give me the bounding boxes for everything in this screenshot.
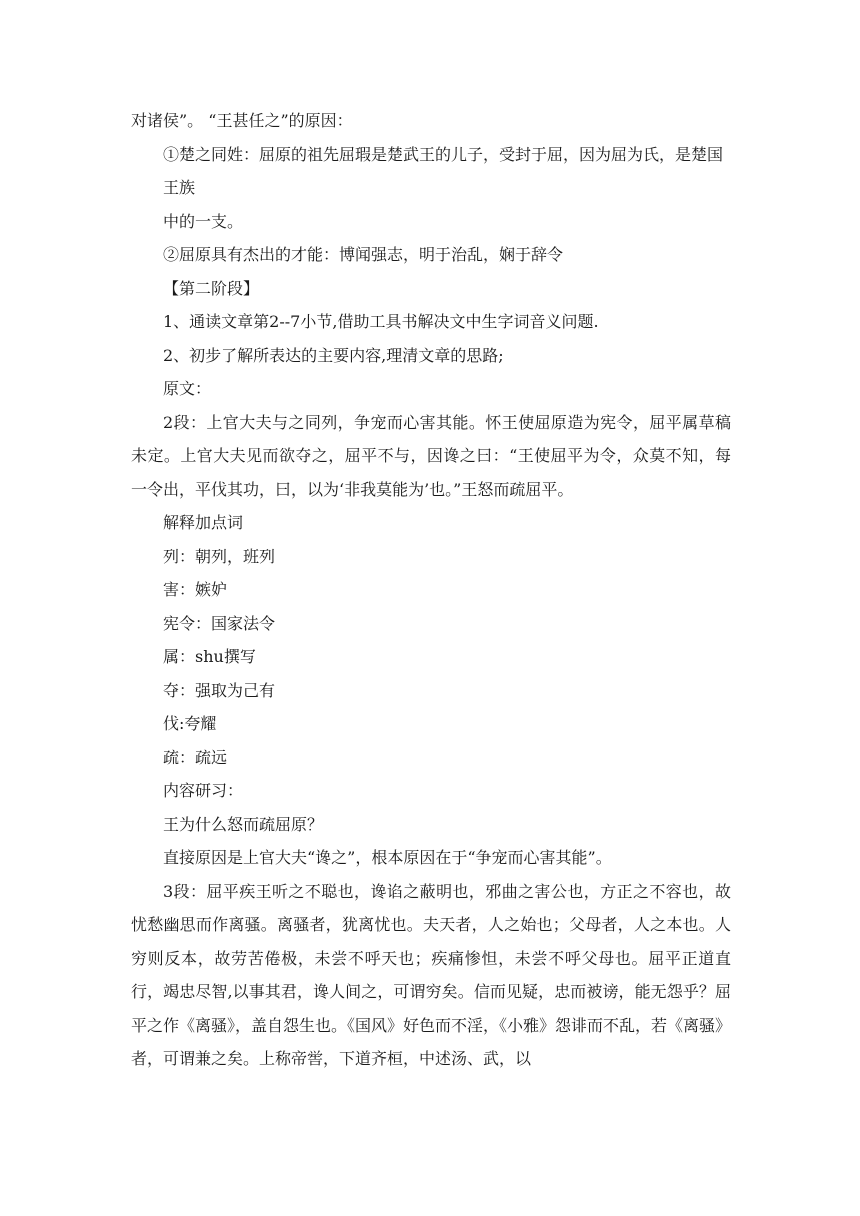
task-2: 2、初步了解所表达的主要内容,理清文章的思路; bbox=[163, 345, 504, 365]
content-study-heading: 内容研习： bbox=[163, 781, 244, 800]
paragraph-reason-1: ①楚之同姓：屈原的祖先屈瑕是楚武王的儿子，受封于屈，因为屈为氏，是楚国王族 bbox=[163, 144, 724, 197]
gloss-shu: 属：shu撰写 bbox=[163, 647, 256, 666]
original-text-label: 原文： bbox=[163, 379, 212, 398]
gloss-xianling: 宪令：国家法令 bbox=[163, 613, 276, 633]
section-heading-stage-2: 【第二阶段】 bbox=[163, 278, 260, 298]
gloss-duo: 夺：强取为己有 bbox=[163, 680, 276, 700]
paragraph-reason-2: ②屈原具有杰出的才能：博闻强志，明于治乱，娴于辞令 bbox=[163, 245, 564, 264]
gloss-fa: 伐:夸耀 bbox=[163, 714, 217, 733]
question: 王为什么怒而疏屈原？ bbox=[163, 814, 324, 834]
paragraph-reason-1-cont: 中的一支。 bbox=[163, 211, 244, 231]
gloss-lie: 列：朝列，班列 bbox=[163, 546, 276, 566]
answer: 直接原因是上官大夫“谗之”，根本原因在于“争宠而心害其能”。 bbox=[163, 848, 612, 867]
paragraph-section-2: 2段：上官大夫与之同列，争宠而心害其能。怀王使屈原造为宪令，屈平属草稿未定。上官大夫见而欲夺之，屈平不与，因谗之曰：“王使屈平为令，众莫不知，每一令出，平伐其功，曰，以为‘非我莫能为’也。”王怒而疏屈平。 bbox=[131, 412, 731, 499]
document-body bbox=[131, 104, 731, 1076]
explain-words-heading: 解释加点词 bbox=[163, 513, 244, 532]
gloss-shu-2: 疏：疏远 bbox=[163, 747, 228, 767]
paragraph-reason-intro: 对诸侯”。 “王甚任之”的原因： bbox=[131, 111, 353, 130]
task-1: 1、通读文章第2--7小节,借助工具书解决文中生字词音义问题. bbox=[163, 312, 599, 331]
gloss-hai: 害：嫉妒 bbox=[163, 580, 228, 599]
paragraph-section-3: 3段：屈平疾王听之不聪也，谗谄之蔽明也，邪曲之害公也，方正之不容也，故忧愁幽思而作离骚。离骚者，犹离忧也。夫天者，人之始也；父母者，人之本也。人穷则反本，故劳苦倦极，未尝不呼天也；疾痛惨怛，未尝不呼父母也。屈平正道直行，竭忠尽智,以事其君，谗人间之，可谓穷矣。信而见疑，忠而被谤，能无怨乎？屈平之作《离骚》，盖自怨生也。《国风》好色而不淫，《小雅》怨诽而不乱，若《离骚》者，可谓兼之矣。上称帝喾，下道齐桓，中述汤、武，以 bbox=[131, 881, 732, 1068]
